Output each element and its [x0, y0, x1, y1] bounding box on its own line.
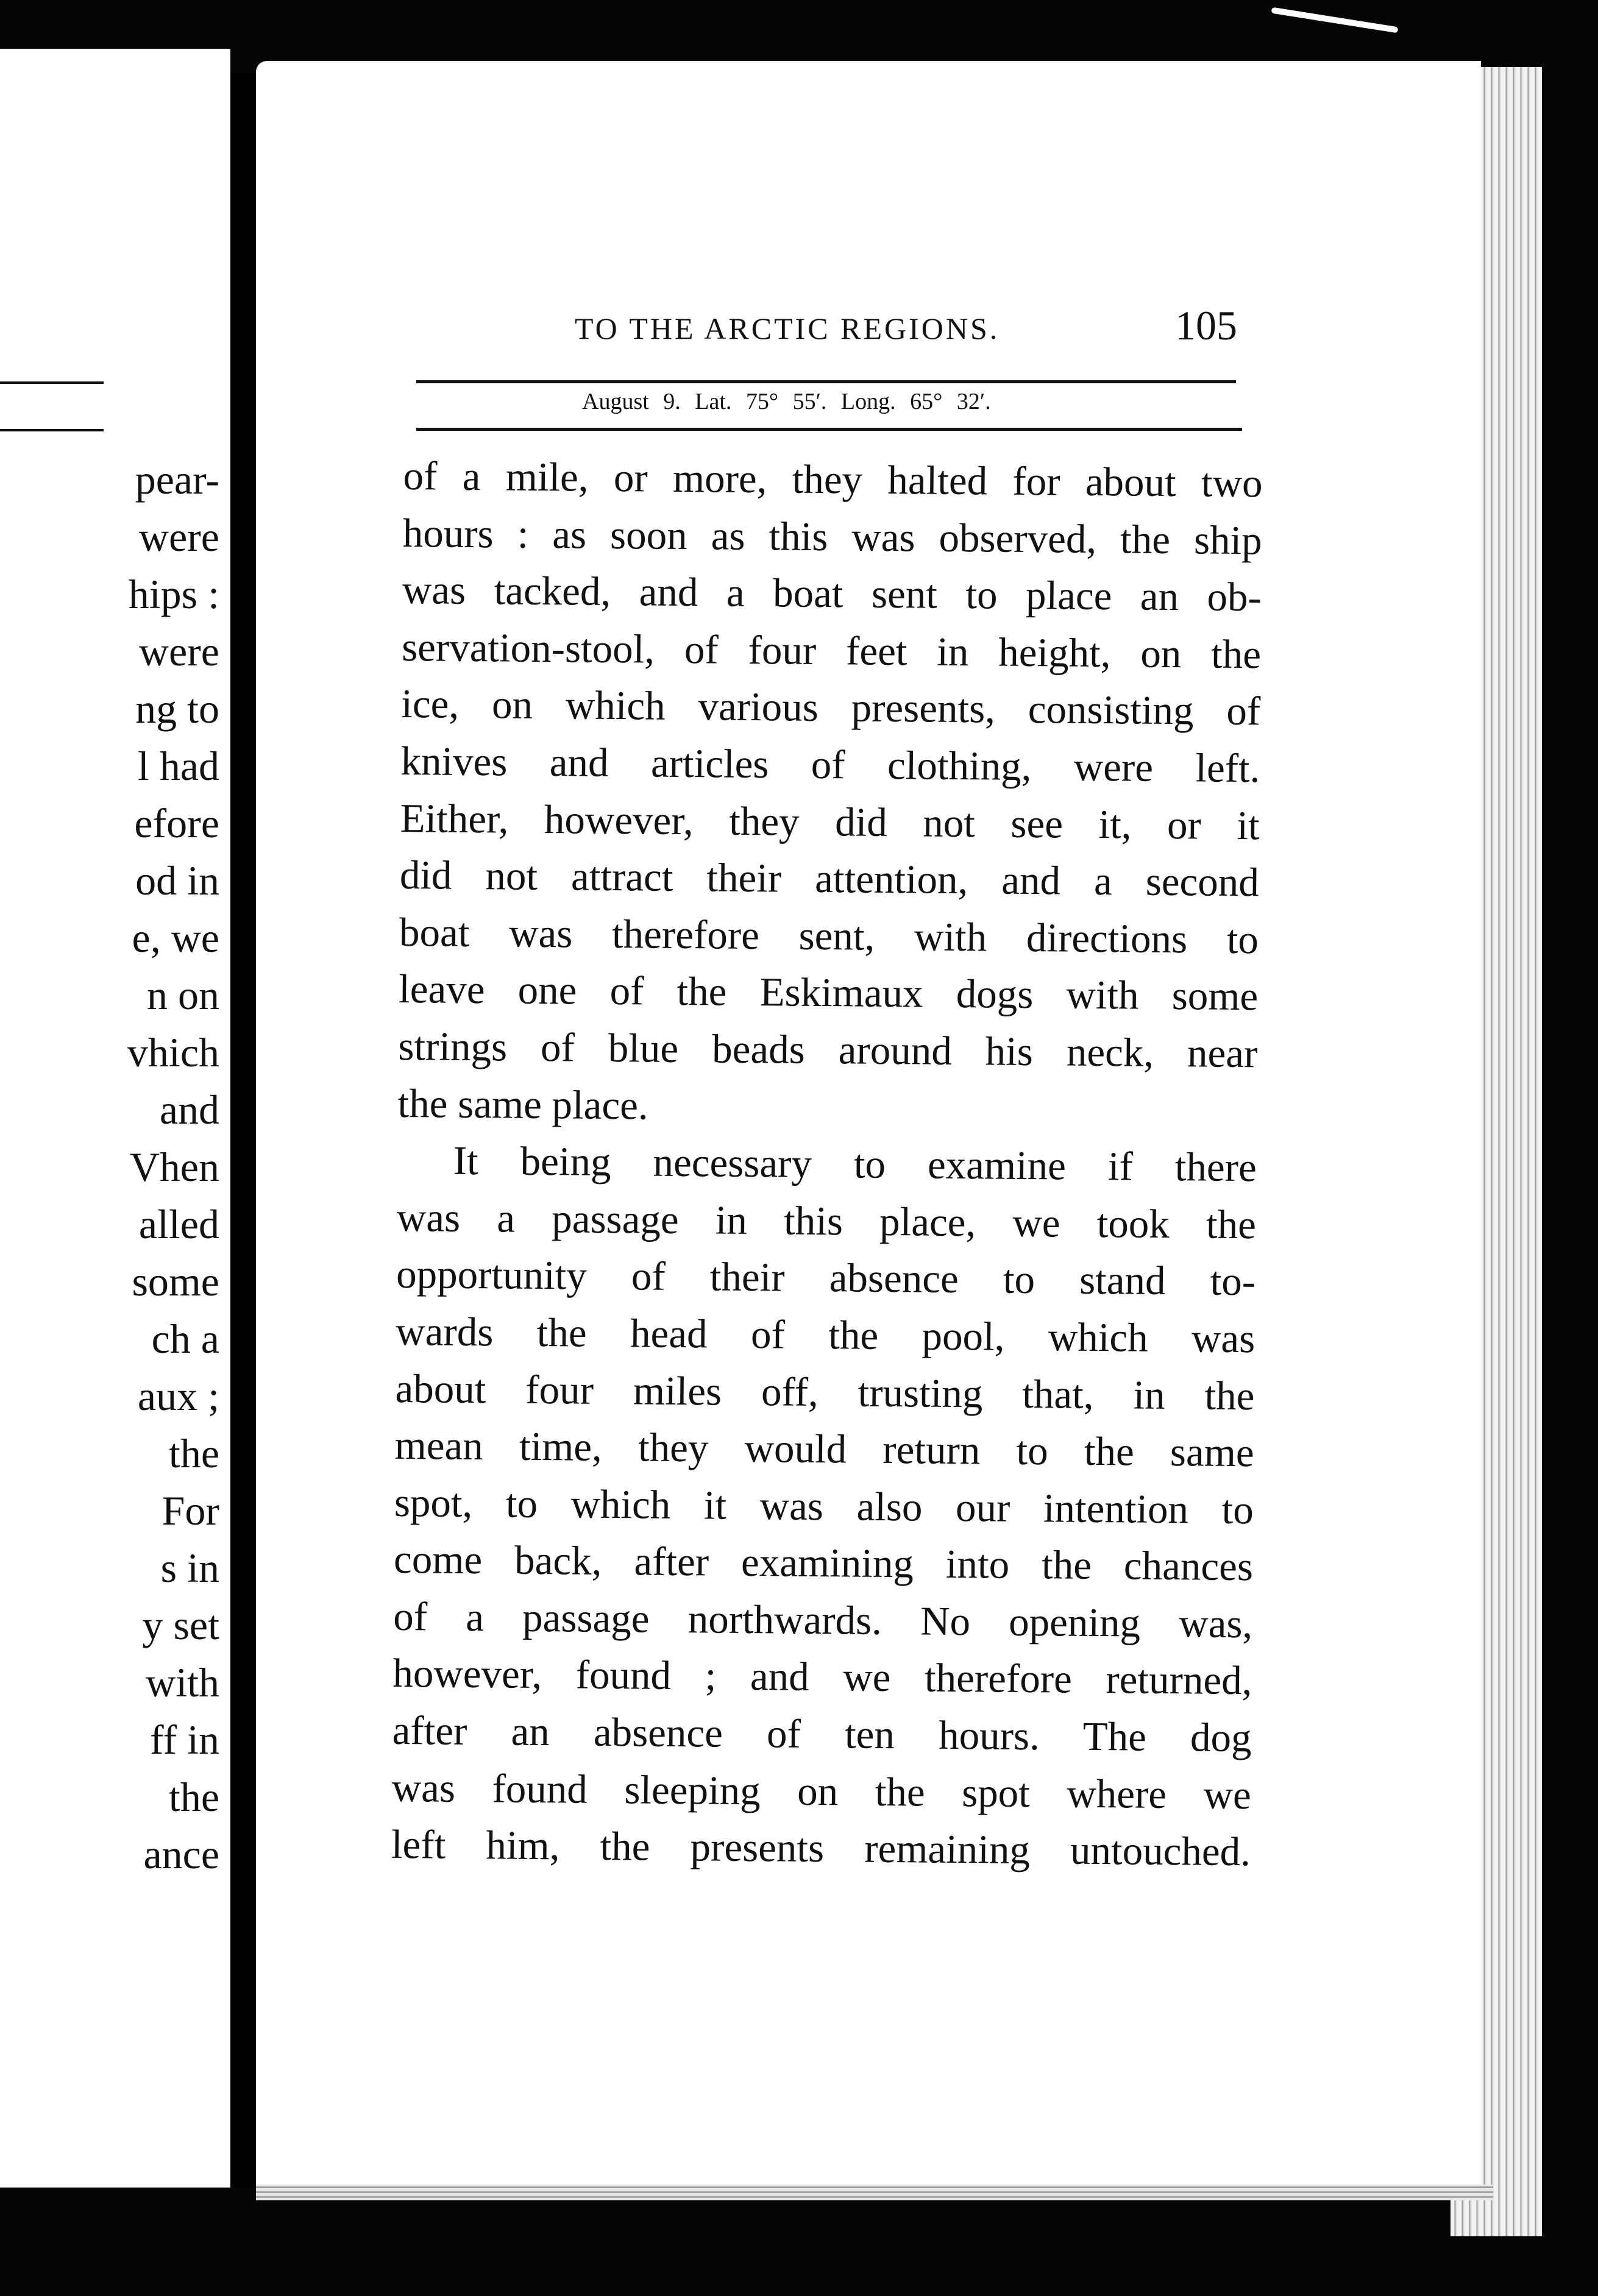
- header-rule-top: [416, 380, 1236, 383]
- left-line: the: [168, 1774, 219, 1820]
- left-line: e, we: [132, 915, 219, 961]
- left-line: Vhen: [129, 1144, 219, 1190]
- page-number: 105: [1175, 302, 1237, 349]
- text-line: boat was therefore sent, with directions to: [399, 909, 1259, 963]
- text-line: about four miles off, trusting that, in the: [395, 1366, 1255, 1419]
- text-line: the same place.: [397, 1080, 649, 1129]
- text-line: after an absence of ten hours. The dog: [392, 1707, 1252, 1761]
- left-line: For: [162, 1487, 219, 1534]
- left-facing-page: [0, 49, 230, 2188]
- text-line: however, found ; and we therefore returned,: [392, 1651, 1252, 1704]
- text-line: Either, however, they did not see it, or it: [400, 795, 1260, 848]
- left-line: hips :: [128, 571, 219, 617]
- text-line: left him, the presents remaining untouched.: [391, 1822, 1251, 1875]
- left-line: alled: [138, 1201, 219, 1247]
- text-line: wards the head of the pool, which was: [396, 1308, 1255, 1362]
- text-line: spot, to which it was also our intention to: [394, 1479, 1254, 1532]
- left-line: n on: [147, 972, 219, 1018]
- date-position-line: August 9. Lat. 75° 55′. Long. 65° 32′.: [582, 389, 991, 414]
- text-line: strings of blue beads around his neck, near: [398, 1023, 1258, 1077]
- left-line: s in: [160, 1545, 219, 1591]
- left-line: od in: [135, 857, 219, 904]
- text-line: was a passage in this place, we took the: [396, 1194, 1257, 1247]
- body-text: [391, 448, 1263, 1881]
- left-line: l had: [137, 743, 219, 789]
- running-head: TO THE ARCTIC REGIONS.: [575, 311, 1000, 345]
- text-line: leave one of the Eskimaux dogs with some: [398, 966, 1259, 1019]
- text-line: servation-stool, of four feet in height, on the: [401, 624, 1262, 678]
- text-line: ice, on which various presents, consisting of: [401, 681, 1261, 734]
- text-line: was tacked, and a boat sent to place an ob-: [402, 567, 1262, 620]
- page-bottom-edge: [256, 2184, 1493, 2200]
- left-line: some: [132, 1258, 219, 1305]
- text-line: of a passage northwards. No opening was,: [392, 1593, 1253, 1647]
- left-line: ance: [143, 1831, 219, 1877]
- left-line: and: [159, 1086, 219, 1133]
- left-line: y set: [142, 1602, 219, 1648]
- left-line: ch a: [151, 1316, 219, 1362]
- left-line: ng to: [135, 686, 219, 732]
- left-page-rule-bottom: [0, 429, 104, 431]
- left-line: were: [138, 628, 219, 675]
- left-line: efore: [134, 800, 219, 846]
- left-line: aux ;: [137, 1373, 219, 1419]
- left-line: pear-: [135, 456, 219, 503]
- left-line: vhich: [127, 1029, 219, 1075]
- text-line: knives and articles of clothing, were left.: [400, 738, 1260, 792]
- left-line: ff in: [150, 1717, 219, 1763]
- left-line: were: [138, 514, 219, 560]
- text-line: did not attract their attention, and a second: [399, 852, 1260, 905]
- text-line: come back, after examining into the chances: [393, 1537, 1254, 1590]
- left-line: the: [168, 1430, 219, 1476]
- header-rule-bottom: [416, 428, 1242, 431]
- text-line: It being necessary to examine if there: [453, 1138, 1257, 1191]
- text-line: of a mile, or more, they halted for about two: [403, 453, 1263, 506]
- left-page-text: [0, 451, 219, 1883]
- scan-artifact: [1271, 7, 1399, 34]
- text-line: hours : as soon as this was observed, the ship: [402, 510, 1263, 563]
- text-line: was found sleeping on the spot where we: [391, 1765, 1252, 1818]
- text-line: mean time, they would return to the same: [394, 1423, 1254, 1476]
- left-line: with: [146, 1659, 219, 1706]
- left-page-rule-top: [0, 381, 104, 384]
- text-line: opportunity of their absence to stand to-: [396, 1252, 1256, 1305]
